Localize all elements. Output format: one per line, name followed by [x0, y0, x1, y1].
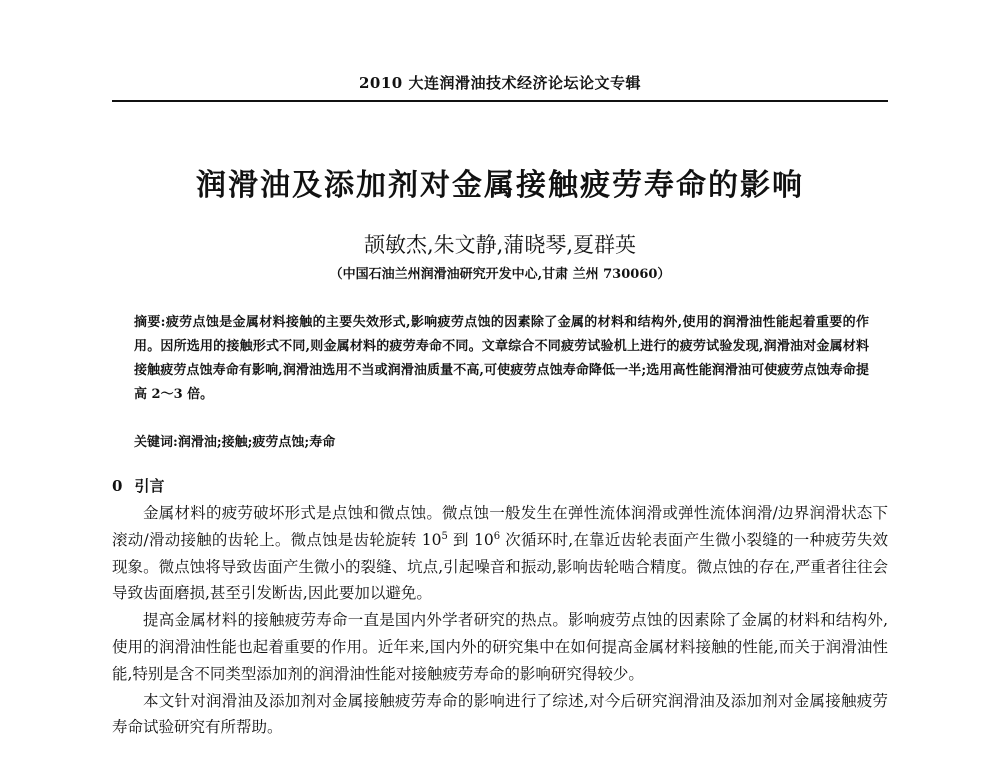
abstract-text: 疲劳点蚀是金属材料接触的主要失效形式,影响疲劳点蚀的因素除了金属的材料和结构外,使用的润滑油性能起着重要的作用。因所选用的接触形式不同,则金属材料的疲劳寿命不同。文章综合不同疲劳试验机上进行的疲劳试验发现,润滑油对金属材料接触疲劳点蚀寿命有影响,润滑油选用不当或润滑油质量不高,可使疲劳点蚀寿命降低一半;选用高性能润滑油可使疲劳点蚀寿命提高 2～3 倍。 [134, 315, 869, 402]
paragraph-1 [112, 500, 888, 607]
section-body [112, 500, 888, 741]
abstract-label: 摘要: [134, 315, 166, 330]
superscript-5: 5 [441, 530, 448, 542]
paper-authors: 颉敏杰,朱文静,蒲晓琴,夏群英 [363, 233, 637, 257]
running-header: 2010 大连润滑油技术经济论坛论文专辑 [359, 74, 641, 92]
keywords-label: 关键词: [134, 435, 178, 450]
paper-affiliation: （中国石油兰州润滑油研究开发中心,甘肃 兰州 730060） [329, 267, 671, 282]
paragraph-1-part-a: 金属材料的疲劳破坏形式是点蚀和微点蚀。微点蚀一般发生在弹性流体润滑或弹性流体润滑/边界润滑状态下滚动/滑动接触的齿轮上。微点蚀是齿轮旋转 10 [112, 504, 888, 549]
paragraph-1-part-b: 到 10 [447, 530, 494, 549]
keywords [134, 431, 869, 450]
paragraph-1-part-c: 次循环时,在靠近齿轮表面产生微小裂缝的一种疲劳失效现象。微点蚀将导致齿面产生微小的裂缝、坑点,引起噪音和振动,影响齿轮啮合精度。微点蚀的存在,严重者往往会导致齿面磨损,甚至引发断齿,因此要加以避免。 [112, 530, 889, 603]
section-heading [112, 475, 164, 496]
keywords-text: 润滑油;接触;疲劳点蚀;寿命 [177, 435, 336, 450]
abstract [134, 311, 869, 407]
header-rule [112, 100, 888, 102]
paragraph-2: 提高金属材料的接触疲劳寿命一直是国内外学者研究的热点。影响疲劳点蚀的因素除了金属的材料和结构外,使用的润滑油性能也起着重要的作用。近年来,国内外的研究集中在如何提高金属材料接触的性能,而关于润滑油性能,特别是含不同类型添加剂的润滑油性能对接触疲劳寿命的影响研究得较少。 [112, 611, 888, 683]
superscript-6: 6 [493, 530, 501, 542]
section-number: 0 [112, 477, 123, 495]
paragraph-3: 本文针对润滑油及添加剂对金属接触疲劳寿命的影响进行了综述,对今后研究润滑油及添加剂对金属接触疲劳寿命试验研究有所帮助。 [112, 691, 888, 737]
section-title: 引言 [134, 477, 165, 495]
paper-title: 润滑油及添加剂对金属接触疲劳寿命的影响 [196, 168, 804, 203]
